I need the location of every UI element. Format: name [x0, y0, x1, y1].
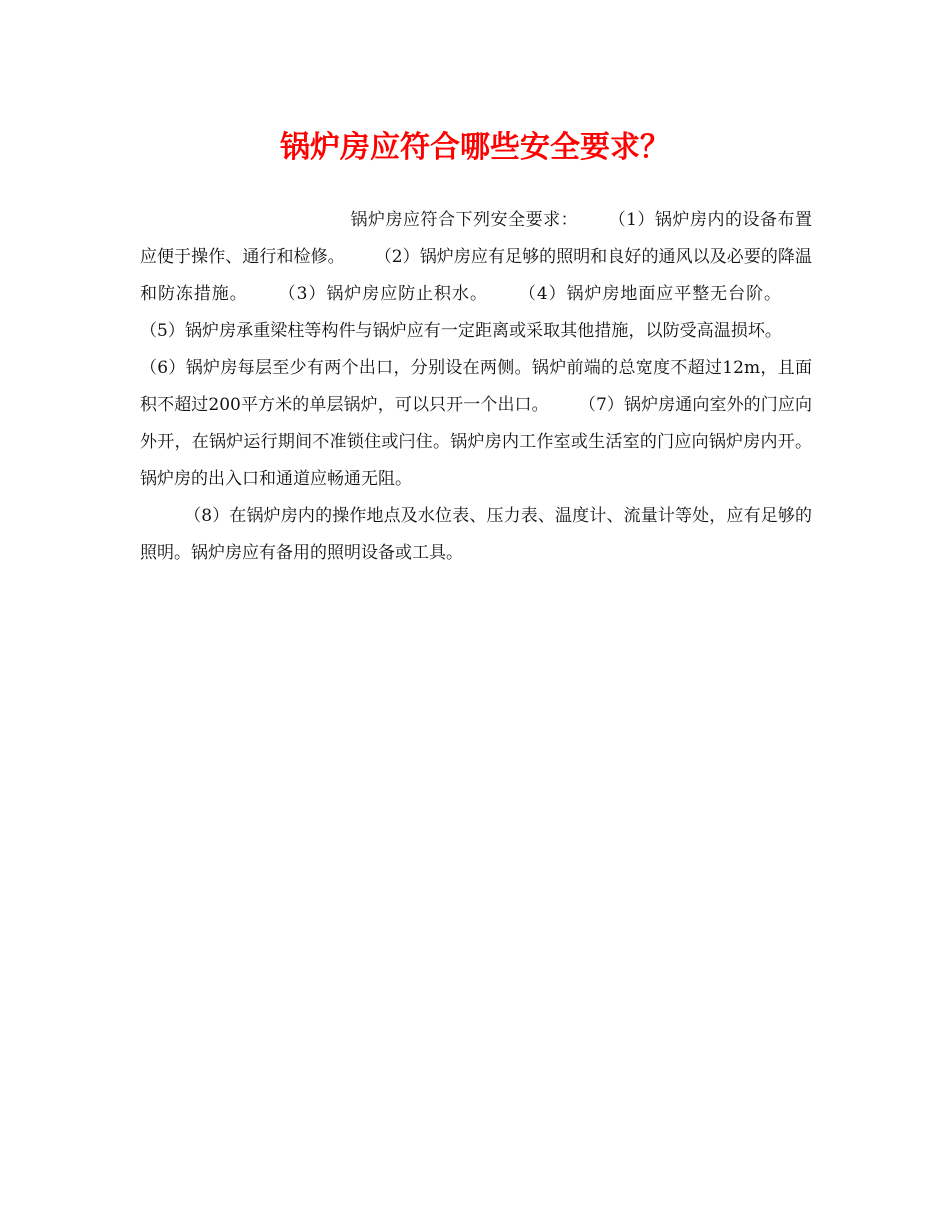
item-2: （2）锅炉房应有足够的照明和良好的通风以及必要的降温和防冻措施。: [140, 247, 812, 304]
document-body: [140, 202, 812, 572]
item-6: （6）锅炉房每层至少有两个出口，分别设在两侧。锅炉前端的总宽度不超过12m，且面积不超过200平方米的单层锅炉，可以只开一个出口。: [140, 358, 812, 415]
item-3: （3）锅炉房应防止积水。: [277, 284, 488, 304]
item-7: （7）锅炉房通向室外的门应向外开，在锅炉运行期间不准锁住或闩住。锅炉房内工作室或生活室的门应向锅炉房内开。锅炉房的出入口和通道应畅通无阻。: [140, 395, 812, 489]
item-5: （5）锅炉房承重梁柱等构件与锅炉应有一定距离或采取其他措施，以防受高温损坏。: [140, 321, 782, 341]
intro-text: 锅炉房应符合下列安全要求：: [350, 210, 579, 230]
item-1: （1）锅炉房内的设备布置应便于操作、通行和检修。: [140, 210, 812, 267]
item-4: （4）锅炉房地面应平整无台阶。: [517, 284, 782, 304]
item-8: （8）在锅炉房内的操作地点及水位表、压力表、温度计、流量计等处，应有足够的照明。锅炉房应有备用的照明设备或工具。: [140, 506, 812, 563]
document-title: 锅炉房应符合哪些安全要求？: [280, 130, 670, 165]
